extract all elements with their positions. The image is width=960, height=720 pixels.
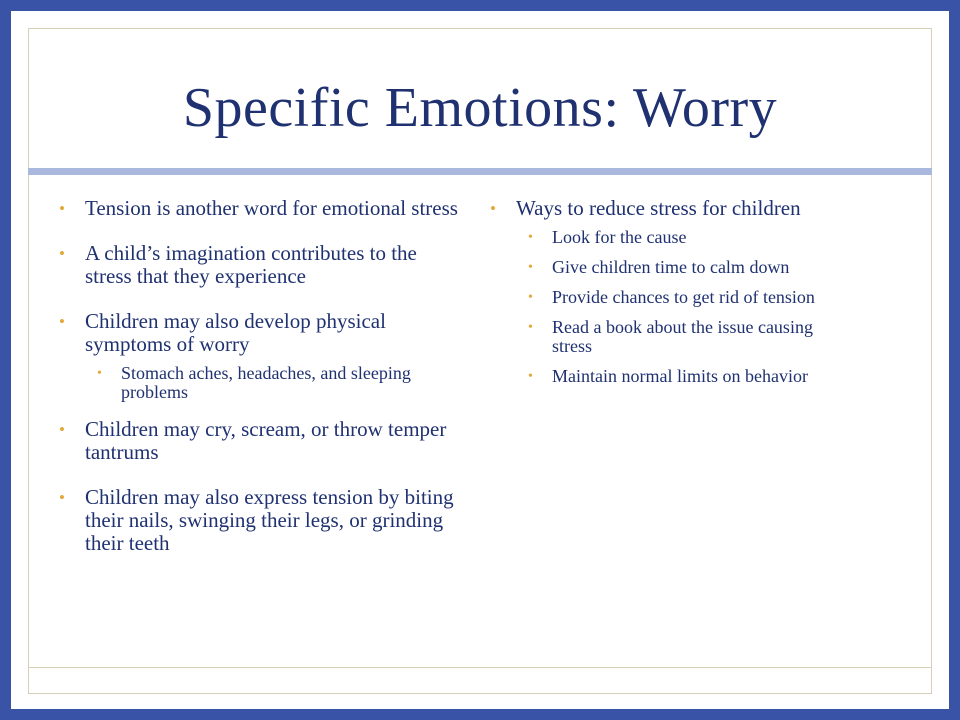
sub-bullet-item: • Provide chances to get rid of tension	[516, 288, 839, 307]
sub-list	[516, 228, 839, 386]
sub-bullet-item: • Stomach aches, headaches, and sleeping problems	[85, 364, 460, 402]
bullet-item: • Tension is another word for emotional stress	[48, 197, 460, 220]
bullet-item	[48, 310, 460, 402]
bullet-item: • A child’s imagination contributes to the stress that they experience	[48, 242, 460, 288]
bullet-text: Ways to reduce stress for children	[516, 196, 801, 220]
slide-title: Specific Emotions: Worry	[182, 77, 778, 139]
left-column	[48, 197, 460, 577]
bullet-item	[479, 197, 839, 386]
slide-body	[11, 11, 949, 709]
sub-bullet-item: • Read a book about the issue causing stress	[516, 318, 839, 356]
sub-list	[85, 364, 460, 402]
sub-bullet-item: • Maintain normal limits on behavior	[516, 367, 839, 386]
footer-divider	[28, 667, 932, 668]
bullet-text: Children may also develop physical symptoms of worry	[85, 309, 386, 356]
sub-bullet-item: • Give children time to calm down	[516, 258, 839, 277]
sub-bullet-item: • Look for the cause	[516, 228, 839, 247]
right-column	[479, 197, 839, 397]
bullet-item: • Children may cry, scream, or throw temper tantrums	[48, 418, 460, 464]
bullet-item: • Children may also express tension by biting their nails, swinging their legs, or grinding their teeth	[48, 486, 460, 555]
title-underline	[28, 168, 932, 175]
